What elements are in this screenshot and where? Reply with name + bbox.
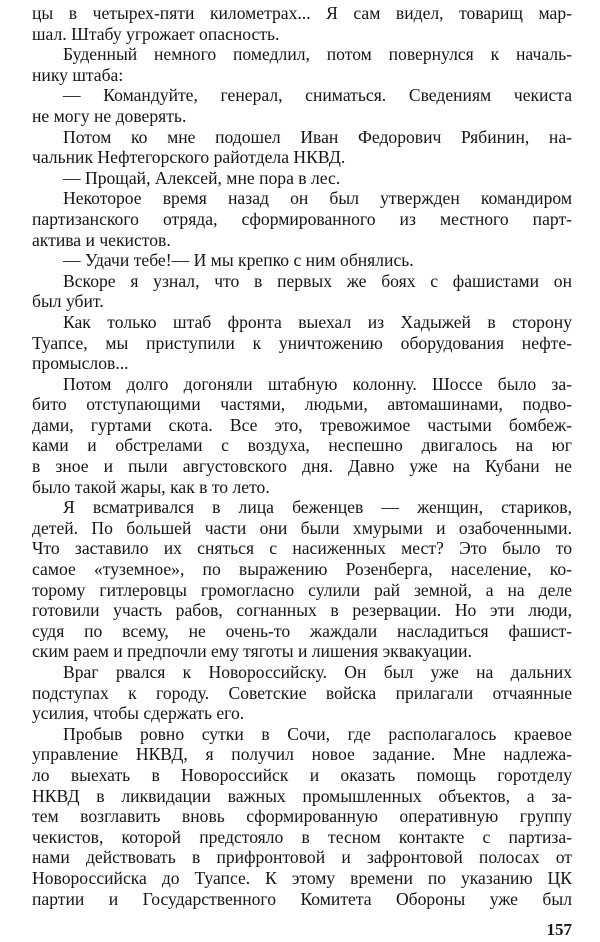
- text-line: — Командуйте, генерал, сниматься. Сведениям чекиста: [63, 85, 572, 106]
- text-line: Новороссийска до Туапсе. К этому времени по указанию ЦК: [32, 867, 572, 888]
- text-line: Вскоре я узнал, что в первых же боях с фашистами он: [63, 270, 572, 291]
- text-line: Как только штаб фронта выехал из Хадыжей в сторону: [63, 311, 572, 332]
- paragraph: [32, 168, 572, 189]
- text-line: Я всматривался в лица беженцев — женщин, стариков,: [63, 497, 572, 518]
- paragraph: [32, 271, 572, 312]
- text-line: Что заставило их сняться с насиженных мест? Это было то: [32, 538, 572, 559]
- text-line: НКВД в ликвидации важных промышленных объектов, а за-: [32, 785, 572, 806]
- text-line: партизанского отряда, сформированного из местного парт-: [32, 208, 572, 229]
- page-body-text: [32, 3, 572, 909]
- paragraph: [32, 3, 572, 44]
- paragraph: [32, 127, 572, 168]
- text-line: не могу не доверять.: [32, 105, 187, 126]
- text-line: шал. Штабу угрожает опасность.: [32, 23, 280, 44]
- text-line: промыслов...: [32, 353, 129, 374]
- text-line: чекистов, которой предстояло в тесном контакте с партиза-: [32, 826, 572, 847]
- text-line: Некоторое время назад он был утвержден командиром: [63, 188, 572, 209]
- text-line: ским раем и предпочли ему тяготы и лишения эквакуации.: [32, 641, 472, 662]
- text-line: дами, гуртами скота. Все это, тревожимое частыми бомбеж-: [32, 414, 572, 435]
- text-line: Буденный немного помедлил, потом повернулся к началь-: [63, 44, 572, 65]
- page-number: 157: [546, 920, 572, 939]
- text-line: торому гитлеровцы громогласно сулили рай земной, а на деле: [32, 579, 572, 600]
- text-line: самое «туземное», по выражению Розенберга, население, ко-: [32, 559, 572, 580]
- paragraph: [32, 724, 572, 909]
- paragraph: [32, 312, 572, 374]
- paragraph: [32, 662, 572, 724]
- text-line: было такой жары, как в то лето.: [32, 476, 270, 497]
- text-line: Враг рвался к Новороссийску. Он был уже на дальних: [63, 662, 572, 682]
- text-line: цы в четырех-пяти километрах... Я сам видел, товарищ мар-: [32, 3, 572, 23]
- text-line: усилия, чтобы сдержать его.: [32, 703, 245, 724]
- paragraph: [32, 250, 572, 271]
- text-line: нику штаба:: [32, 64, 124, 85]
- text-line: тем возглавить вновь сформированную оперативную группу: [32, 806, 572, 827]
- text-line: актива и чекистов.: [32, 229, 171, 250]
- text-line: Потом ко мне подошел Иван Федорович Рябинин, на-: [63, 126, 572, 147]
- text-line: ками и обстрелами с воздуха, неспешно двигалось на юг: [32, 435, 572, 456]
- text-line: в зное и пыли августовского дня. Давно уже на Кубани не: [32, 456, 572, 477]
- text-line: бито отступающими частями, людьми, автомашинами, подво-: [32, 394, 572, 415]
- paragraph: [32, 85, 572, 126]
- text-line: подступах к городу. Советские войска прилагали отчаянные: [32, 682, 572, 703]
- text-line: — Прощай, Алексей, мне пора в лес.: [63, 167, 341, 188]
- text-line: Потом долго догоняли штабную колонну. Шоссе было за-: [63, 373, 572, 394]
- text-line: — Удачи тебе!— И мы крепко с ним обнялись.: [63, 250, 414, 271]
- text-line: готовили участь рабов, согнанных в резервации. Но эти люди,: [32, 600, 572, 621]
- text-line: управление НКВД, я получил новое задание. Мне надлежа-: [32, 744, 572, 765]
- text-line: Пробыв ровно сутки в Сочи, где располагалось краевое: [63, 723, 572, 744]
- text-line: судя по всему, не очень-то жаждали насладиться фашист-: [32, 620, 572, 641]
- paragraph: [32, 497, 572, 662]
- paragraph: [32, 374, 572, 498]
- text-line: ло выехать в Новороссийск и оказать помощь горотделу: [32, 764, 572, 785]
- text-line: Туапсе, мы приступили к уничтожению оборудования нефте-: [32, 332, 572, 353]
- paragraph: [32, 44, 572, 85]
- text-line: нами действовать в прифронтовой и зафронтовой полосах от: [32, 847, 572, 868]
- text-line: партии и Государственного Комитета Обороны уже был: [32, 888, 572, 909]
- text-line: чальник Нефтегорского райотдела НКВД.: [32, 147, 346, 168]
- paragraph: [32, 188, 572, 250]
- text-line: детей. По большей части они были хмурыми и озабоченными.: [32, 517, 572, 538]
- text-line: был убит.: [32, 291, 104, 312]
